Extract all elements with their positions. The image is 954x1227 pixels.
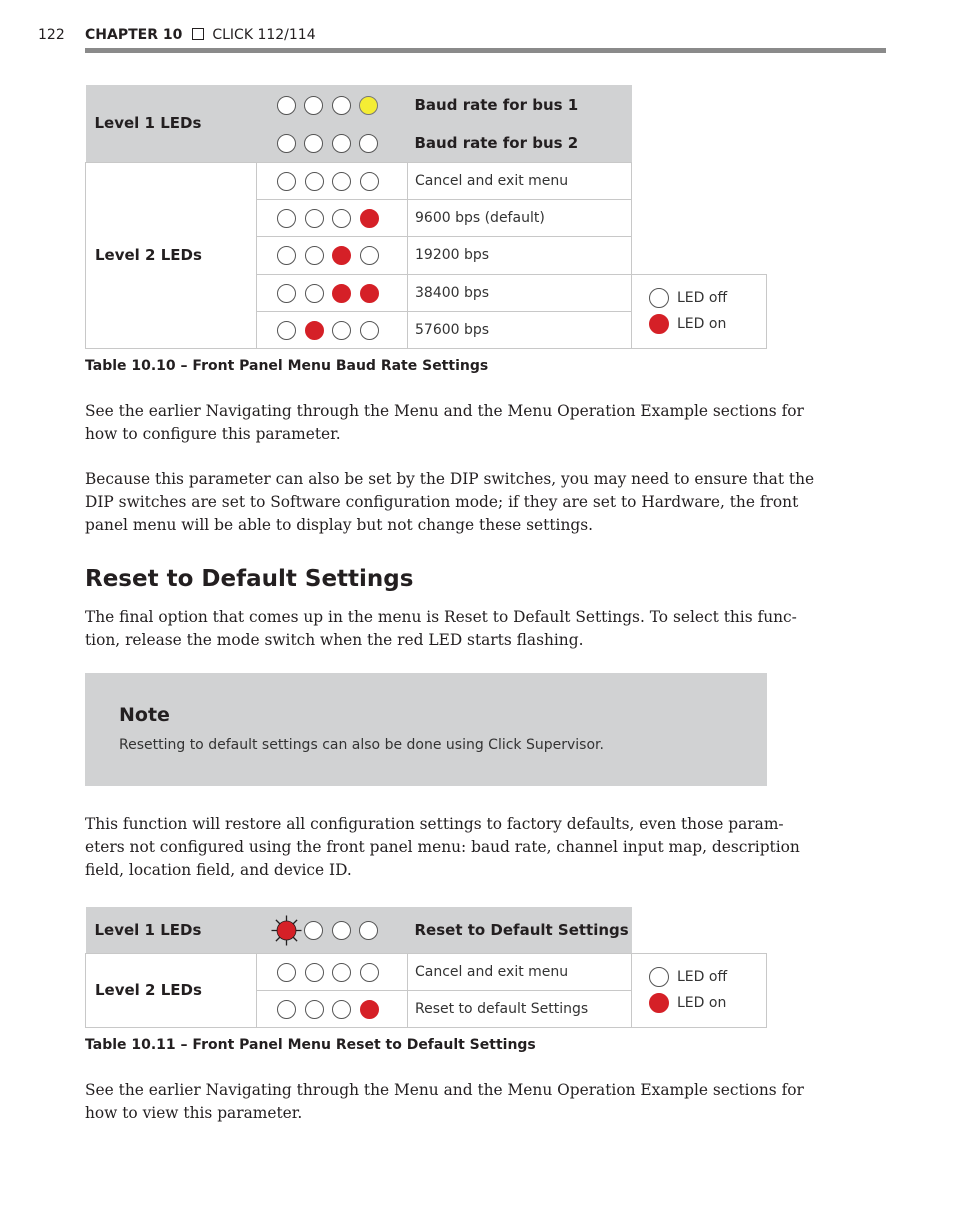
led-off-icon bbox=[304, 96, 323, 115]
led-off-icon bbox=[277, 284, 296, 303]
text-line: panel menu will be able to display but not change these settings. bbox=[85, 516, 593, 534]
text-line: Because this parameter can also be set by the DIP switches, you may need to ensure that the bbox=[85, 470, 815, 488]
led-off-icon bbox=[277, 246, 296, 265]
text-line: DIP switches are set to Software configuration mode; if they are set to Hardware, the front bbox=[85, 493, 799, 511]
led-off-icon bbox=[332, 96, 351, 115]
led-group bbox=[257, 990, 408, 1027]
led-legend bbox=[632, 953, 767, 1027]
led-group bbox=[257, 124, 408, 162]
legend-off-label: LED off bbox=[677, 290, 728, 306]
led-yellow-icon bbox=[359, 96, 378, 115]
table-row bbox=[86, 953, 767, 990]
legend-on-label: LED on bbox=[677, 995, 727, 1011]
led-off-icon bbox=[305, 1000, 324, 1019]
led-off-icon bbox=[360, 172, 379, 191]
led-group bbox=[257, 953, 408, 990]
led-off-icon bbox=[305, 209, 324, 228]
note-body: Resetting to default settings can also be done using Click Supervisor. bbox=[119, 737, 604, 753]
setting-desc: Cancel and exit menu bbox=[408, 953, 632, 990]
led-off-icon bbox=[277, 96, 296, 115]
table-row bbox=[86, 907, 767, 953]
table-caption: Table 10.11 – Front Panel Menu Reset to Default Settings bbox=[85, 1037, 536, 1053]
header-rule bbox=[85, 48, 886, 53]
note-box bbox=[85, 673, 767, 786]
setting-desc: Cancel and exit menu bbox=[408, 162, 632, 199]
led-group bbox=[257, 311, 408, 348]
led-on-icon bbox=[332, 246, 351, 265]
page-header bbox=[38, 27, 316, 43]
led-off-icon bbox=[359, 921, 378, 940]
table-caption: Table 10.10 – Front Panel Menu Baud Rate Settings bbox=[85, 358, 489, 374]
setting-desc: Baud rate for bus 2 bbox=[408, 124, 632, 162]
text-line: eters not configured using the front panel menu: baud rate, channel input map, description bbox=[85, 838, 800, 856]
text-line: See the earlier Navigating through the Menu and the Menu Operation Example sections for bbox=[85, 402, 804, 420]
led-off-icon bbox=[649, 288, 669, 308]
baud-rate-table bbox=[85, 85, 767, 349]
led-group bbox=[257, 85, 408, 124]
led-on-icon bbox=[360, 284, 379, 303]
led-on-icon bbox=[360, 209, 379, 228]
table-row bbox=[86, 85, 767, 124]
text-line: how to configure this parameter. bbox=[85, 425, 341, 443]
led-off-icon bbox=[360, 321, 379, 340]
led-off-icon bbox=[359, 134, 378, 153]
led-off-icon bbox=[360, 246, 379, 265]
led-off-icon bbox=[332, 921, 351, 940]
legend-on-label: LED on bbox=[677, 316, 727, 332]
led-off-icon bbox=[360, 963, 379, 982]
led-off-icon bbox=[304, 134, 323, 153]
led-off-icon bbox=[332, 172, 351, 191]
setting-desc: Reset to default Settings bbox=[408, 990, 632, 1027]
text-line: how to view this parameter. bbox=[85, 1104, 303, 1122]
paragraph bbox=[85, 1079, 804, 1125]
led-off-icon bbox=[305, 963, 324, 982]
reset-default-table bbox=[85, 907, 767, 1028]
level-label: Level 1 LEDs bbox=[86, 85, 257, 162]
setting-desc: 38400 bps bbox=[408, 274, 632, 311]
led-off-icon bbox=[305, 284, 324, 303]
led-group bbox=[257, 236, 408, 274]
led-group bbox=[257, 274, 408, 311]
product-name: CLICK 112/114 bbox=[212, 27, 316, 43]
led-on-icon bbox=[649, 993, 669, 1013]
led-on-icon bbox=[305, 321, 324, 340]
text-line: tion, release the mode switch when the red LED starts flashing. bbox=[85, 631, 584, 649]
led-off-icon bbox=[305, 246, 324, 265]
led-off-icon bbox=[277, 1000, 296, 1019]
paragraph bbox=[85, 400, 804, 446]
paragraph bbox=[85, 606, 797, 652]
led-group bbox=[257, 199, 408, 236]
led-off-icon bbox=[305, 172, 324, 191]
square-separator-icon bbox=[192, 28, 204, 40]
led-off-icon bbox=[332, 963, 351, 982]
led-on-icon bbox=[360, 1000, 379, 1019]
led-group bbox=[257, 162, 408, 199]
text-line: See the earlier Navigating through the Menu and the Menu Operation Example sections for bbox=[85, 1081, 804, 1099]
setting-desc: 57600 bps bbox=[408, 311, 632, 348]
led-off-icon bbox=[332, 134, 351, 153]
led-off-icon bbox=[649, 967, 669, 987]
led-on-icon bbox=[332, 284, 351, 303]
note-title: Note bbox=[119, 704, 170, 726]
setting-desc: Reset to Default Settings bbox=[408, 907, 632, 953]
setting-desc: Baud rate for bus 1 bbox=[408, 85, 632, 124]
setting-desc: 9600 bps (default) bbox=[408, 199, 632, 236]
led-off-icon bbox=[277, 134, 296, 153]
level-label: Level 1 LEDs bbox=[86, 907, 257, 953]
legend-off-label: LED off bbox=[677, 969, 728, 985]
chapter-label: CHAPTER 10 bbox=[85, 27, 183, 43]
table-row bbox=[86, 162, 767, 199]
led-off-icon bbox=[277, 963, 296, 982]
led-off-icon bbox=[332, 321, 351, 340]
led-off-icon bbox=[277, 172, 296, 191]
led-legend bbox=[632, 274, 767, 348]
text-line: This function will restore all configuration settings to factory defaults, even those param- bbox=[85, 815, 784, 833]
setting-desc: 19200 bps bbox=[408, 236, 632, 274]
section-heading: Reset to Default Settings bbox=[85, 566, 414, 592]
paragraph bbox=[85, 813, 800, 882]
text-line: The final option that comes up in the menu is Reset to Default Settings. To select this func- bbox=[85, 608, 797, 626]
led-off-icon bbox=[277, 321, 296, 340]
led-flashing-icon bbox=[277, 921, 296, 940]
led-off-icon bbox=[304, 921, 323, 940]
level-label: Level 2 LEDs bbox=[86, 162, 257, 348]
page-number: 122 bbox=[38, 27, 65, 43]
paragraph bbox=[85, 468, 815, 537]
led-off-icon bbox=[332, 1000, 351, 1019]
text-line: field, location field, and device ID. bbox=[85, 861, 352, 879]
led-group bbox=[257, 907, 408, 953]
led-off-icon bbox=[277, 209, 296, 228]
led-on-icon bbox=[649, 314, 669, 334]
led-off-icon bbox=[332, 209, 351, 228]
level-label: Level 2 LEDs bbox=[86, 953, 257, 1027]
